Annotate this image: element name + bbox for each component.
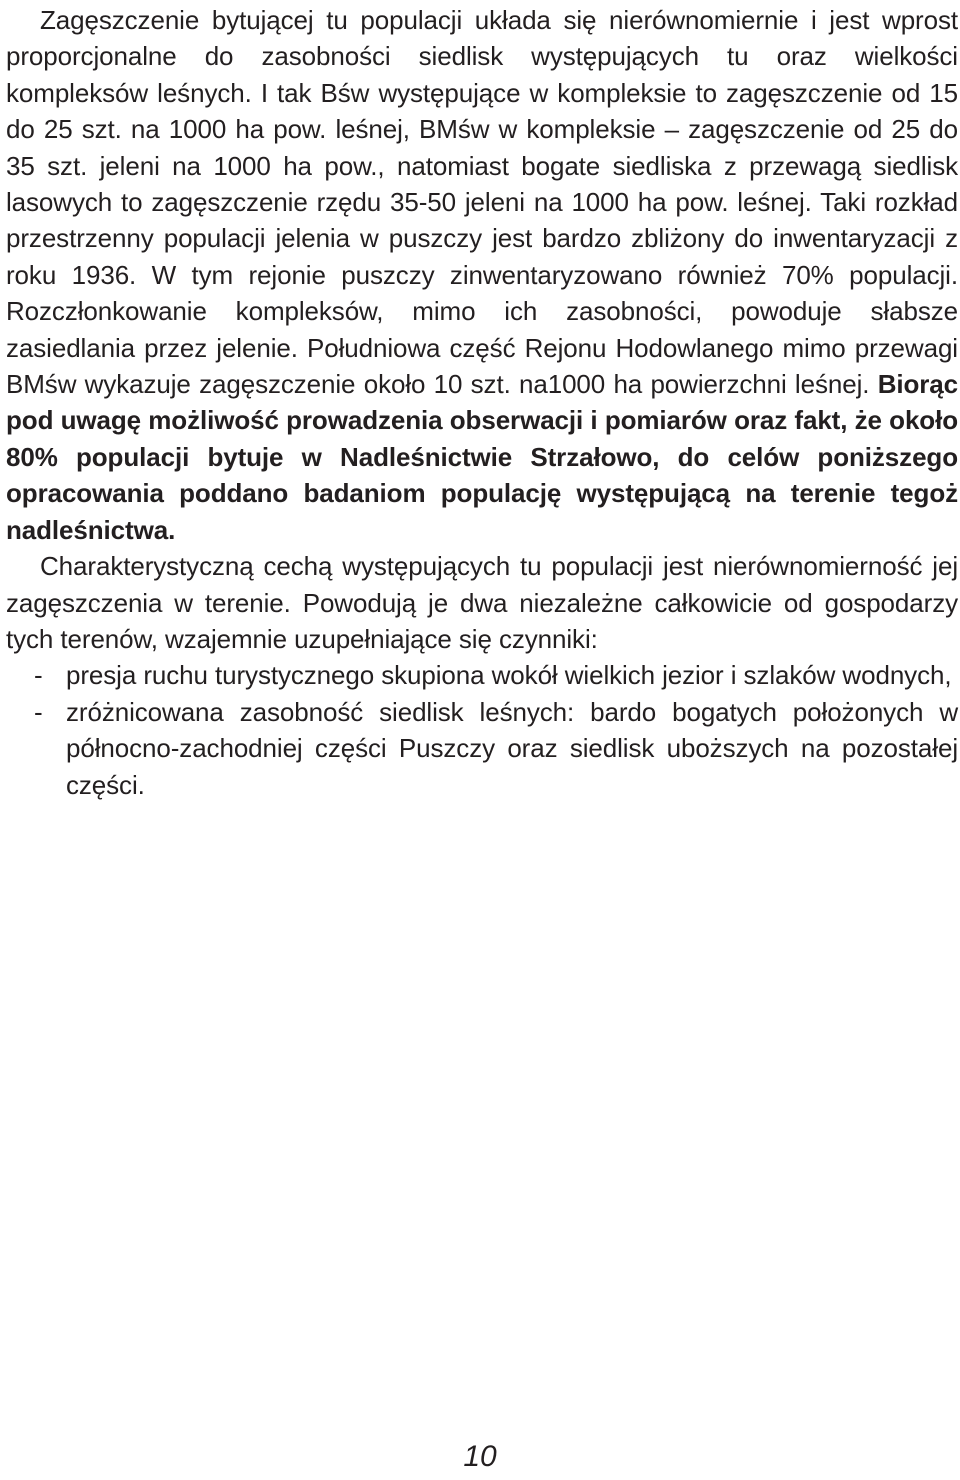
list-item-text: presja ruchu turystycznego skupiona wokół wielkich jezior i szlaków wodnych, <box>66 660 952 691</box>
paragraph-regular-text: Zagęszczenie bytującej tu populacji układa się nierównomiernie i jest wprost proporcjonalne do zasobności siedlisk występujących tu oraz wielkości kompleksów leśnych. I tak Bśw występujące w kompleksie to zagęszczenie od 15 do 25 szt. na 1000 ha pow. leśnej, BMśw w kompleksie – zagęszczenie od 25 do 35 szt. jeleni na 1000 ha pow., natomiast bogate siedliska z przewagą siedlisk lasowych to zagęszczenie rzędu 35-50 jeleni na 1000 ha pow. leśnej. Taki rozkład przestrzenny populacji jelenia w puszczy jest bardzo zbliżony do inwentaryzacji z roku 1936. W tym rejonie puszczy zinwentaryzowano również 70% populacji. Rozczłonkowanie kompleksów, mimo ich zasobności, powoduje słabsze zasiedlania przez jelenie. Południowa część Rejonu Hodowlanego mimo przewagi BMśw wykazuje zagęszczenie około 10 szt. na1000 ha powierzchni leśnej. <box>6 5 958 400</box>
paragraph-bold-text: Biorąc pod uwagę możliwość prowadzenia obserwacji i pomiarów oraz fakt, że około 80% populacji bytuje w Nadleśnictwie Strzałowo, do celów poniższego opracowania poddano badaniom populację występującą na terenie tegoż nadleśnictwa. <box>6 369 959 545</box>
list-marker: - <box>34 660 43 691</box>
list-item-text: zróżnicowana zasobność siedlisk leśnych: bardo bogatych położonych w północno-zachodniej części Puszczy oraz siedlisk uboższych na pozostałej części. <box>66 696 958 800</box>
list-marker: - <box>34 696 43 727</box>
page-number: 10 <box>463 1440 497 1473</box>
factors-list <box>6 657 958 803</box>
list-item <box>6 694 958 803</box>
paragraph-uneven-density: Charakterystyczną cechą występujących tu populacji jest nierównomierność jej zagęszczenia w terenie. Powodują je dwa niezależne całkowicie od gospodarzy tych terenów, wzajemnie uzupełniające się czynniki: <box>6 551 958 654</box>
list-item <box>6 657 958 693</box>
body-text <box>6 2 958 803</box>
paragraph-population-density <box>6 2 958 548</box>
